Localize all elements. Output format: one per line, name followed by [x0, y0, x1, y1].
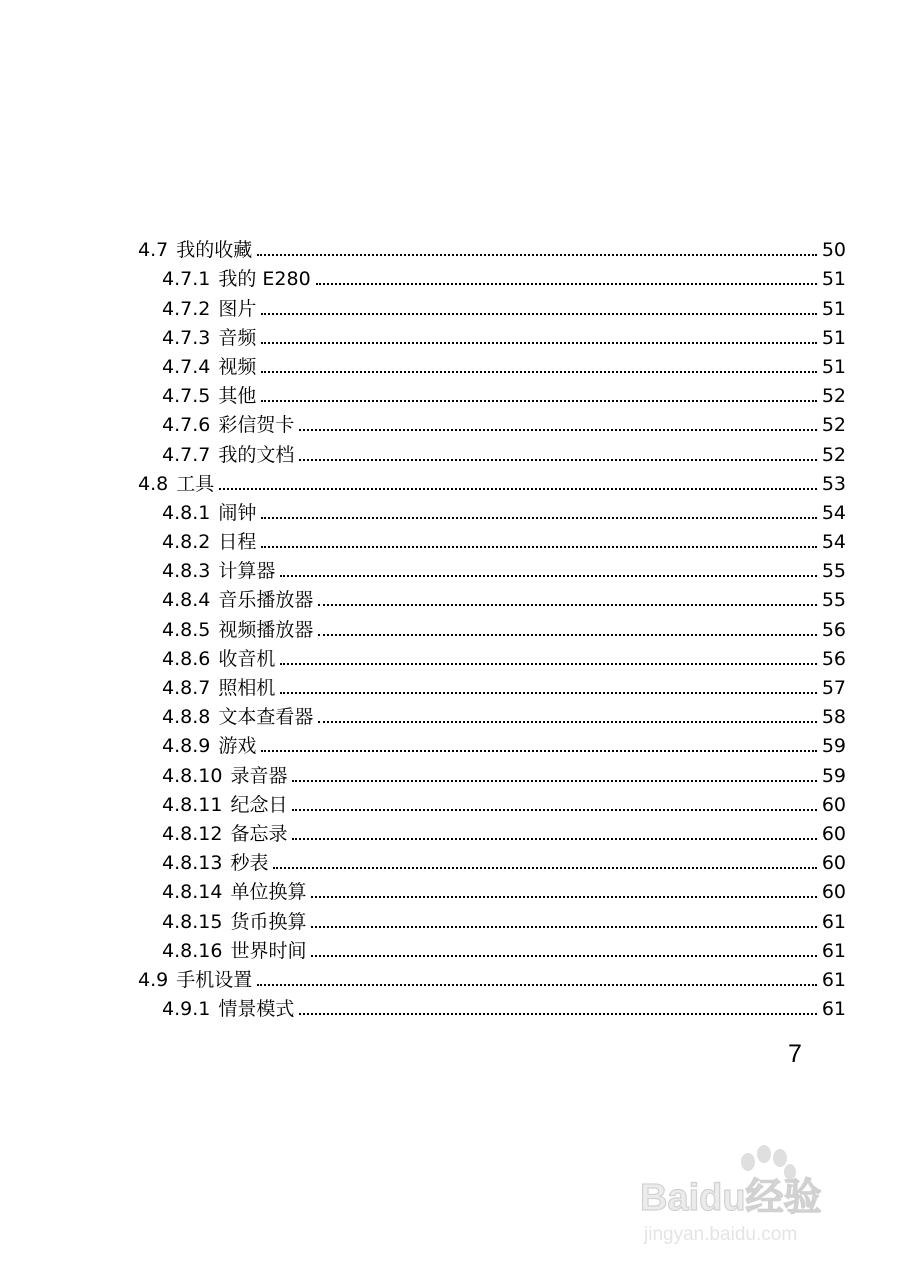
toc-entry [138, 845, 846, 874]
toc-entry-page: 58 [821, 706, 846, 729]
toc-entry [138, 903, 846, 932]
toc-dot-leader [219, 488, 817, 490]
toc-entry-title: 我的收藏 [176, 239, 253, 262]
toc-entry-page: 51 [821, 297, 846, 320]
toc-entry [138, 991, 846, 1020]
toc-entry-number: 4.7.4 [162, 355, 211, 378]
toc-entry [138, 611, 846, 640]
toc-entry-page: 61 [821, 939, 846, 962]
toc-entry [138, 728, 846, 757]
toc-entry-number: 4.7.2 [162, 297, 211, 320]
toc-entry-title: 纪念日 [230, 793, 288, 816]
toc-entry-number: 4.7.1 [162, 268, 211, 291]
toc-dot-leader [261, 517, 816, 519]
toc-dot-leader [280, 663, 816, 665]
toc-dot-leader [311, 955, 816, 957]
toc-dot-leader [292, 780, 816, 782]
toc-entry-title: 照相机 [218, 677, 276, 699]
toc-entry [138, 495, 846, 524]
toc-entry-number: 4.8.10 [162, 764, 223, 787]
toc-dot-leader [292, 838, 816, 840]
toc-entry-title: 文本查看器 [218, 706, 314, 729]
toc-dot-leader [292, 809, 816, 811]
toc-dot-leader [280, 575, 816, 577]
toc-entry [138, 320, 846, 349]
toc-dot-leader [318, 721, 816, 723]
toc-entry [138, 933, 846, 962]
toc-entry-title: 备忘录 [230, 822, 288, 845]
toc-dot-leader [299, 459, 816, 461]
toc-entry-page: 56 [821, 647, 846, 670]
toc-entry [138, 290, 846, 319]
toc-entry-number: 4.8.8 [162, 706, 211, 729]
toc-entry-title: 工具 [176, 472, 215, 495]
toc-entry-number: 4.8.1 [162, 501, 211, 524]
toc-dot-leader [273, 867, 816, 869]
table-of-contents [138, 232, 846, 1020]
toc-entry-page: 60 [821, 881, 846, 904]
toc-entry [138, 407, 846, 436]
toc-dot-leader [280, 692, 816, 694]
toc-entry-title: 其他 [218, 385, 257, 408]
toc-entry [138, 553, 846, 582]
toc-dot-leader [261, 313, 816, 315]
toc-entry [138, 641, 846, 670]
toc-entry-title: 图片 [218, 297, 257, 320]
toc-entry-number: 4.7.7 [162, 443, 211, 466]
toc-entry [138, 699, 846, 728]
toc-entry-page: 54 [821, 531, 846, 554]
toc-entry-page: 51 [821, 326, 846, 349]
toc-dot-leader [318, 634, 816, 636]
toc-entry-number: 4.8.13 [162, 852, 223, 875]
toc-entry-title: 货币换算 [230, 910, 307, 933]
toc-entry [138, 466, 846, 495]
toc-entry-title: 我的文档 [218, 443, 295, 466]
toc-dot-leader [257, 984, 817, 986]
toc-entry-page: 54 [821, 501, 846, 524]
toc-entry-number: 4.8.12 [162, 822, 223, 845]
toc-entry-page: 51 [821, 268, 846, 291]
toc-dot-leader [318, 604, 816, 606]
toc-entry-number: 4.8.4 [162, 589, 211, 612]
toc-entry-page: 59 [821, 764, 846, 787]
toc-entry-number: 4.8.5 [162, 618, 211, 641]
toc-entry-title: 闹钟 [218, 501, 257, 524]
toc-entry [138, 962, 846, 991]
toc-entry [138, 757, 846, 786]
toc-entry-page: 50 [821, 239, 846, 262]
toc-entry-number: 4.8.9 [162, 735, 211, 758]
toc-entry-page: 55 [821, 560, 846, 583]
baidu-jingyan-watermark [640, 1140, 860, 1250]
toc-entry-title: 我的 E280 [218, 268, 311, 291]
toc-entry [138, 874, 846, 903]
toc-entry-title: 视频 [218, 355, 257, 378]
watermark-brand: Baidu经验 [640, 1177, 822, 1219]
toc-dot-leader [261, 750, 816, 752]
toc-entry [138, 436, 846, 465]
toc-entry-number: 4.8 [138, 472, 169, 495]
watermark-url: jingyan.baidu.com [644, 1224, 798, 1245]
toc-entry-page: 60 [821, 793, 846, 816]
toc-entry-title: 手机设置 [176, 968, 253, 991]
toc-entry-page: 61 [821, 968, 846, 991]
toc-entry [138, 582, 846, 611]
toc-entry-number: 4.7.3 [162, 326, 211, 349]
toc-entry-title: 视频播放器 [218, 618, 314, 641]
toc-entry-page: 52 [821, 414, 846, 437]
toc-entry-number: 4.9.1 [162, 998, 211, 1021]
toc-entry-number: 4.7 [138, 239, 169, 262]
toc-entry [138, 787, 846, 816]
toc-entry-page: 56 [821, 618, 846, 641]
toc-entry-title: 情景模式 [218, 998, 295, 1021]
toc-entry-number: 4.7.5 [162, 385, 211, 408]
toc-entry-number: 4.8.14 [162, 881, 223, 904]
toc-entry-page: 51 [821, 355, 846, 378]
toc-entry-number: 4.9 [138, 968, 169, 991]
toc-entry-title: 秒表 [230, 852, 269, 875]
toc-entry-page: 53 [821, 472, 846, 495]
toc-entry [138, 670, 846, 699]
toc-dot-leader [261, 342, 816, 344]
toc-entry-title: 单位换算 [230, 881, 307, 904]
toc-entry-number: 4.8.11 [162, 793, 223, 816]
toc-entry-page: 52 [821, 385, 846, 408]
toc-entry-page: 59 [821, 735, 846, 758]
toc-entry [138, 232, 846, 261]
toc-dot-leader [299, 429, 816, 431]
toc-entry-page: 57 [821, 677, 846, 699]
toc-dot-leader [261, 400, 816, 402]
toc-entry-page: 55 [821, 589, 846, 612]
toc-entry [138, 378, 846, 407]
page-number: 7 [788, 1040, 802, 1068]
toc-dot-leader [261, 371, 816, 373]
toc-entry [138, 524, 846, 553]
toc-entry-title: 音乐播放器 [218, 589, 314, 612]
toc-entry-title: 收音机 [218, 647, 276, 670]
toc-dot-leader [311, 926, 816, 928]
toc-entry-page: 60 [821, 852, 846, 875]
toc-entry-title: 日程 [218, 531, 257, 554]
toc-entry-number: 4.8.16 [162, 939, 223, 962]
toc-entry-title: 计算器 [218, 560, 276, 583]
toc-dot-leader [299, 1013, 816, 1015]
toc-entry-number: 4.8.6 [162, 647, 211, 670]
toc-entry-title: 录音器 [230, 764, 288, 787]
toc-entry [138, 816, 846, 845]
toc-entry-title: 游戏 [218, 735, 257, 758]
toc-dot-leader [257, 254, 817, 256]
toc-entry-page: 61 [821, 910, 846, 933]
toc-entry [138, 349, 846, 378]
toc-entry-page: 60 [821, 822, 846, 845]
toc-entry-title: 彩信贺卡 [218, 414, 295, 437]
toc-entry-title: 音频 [218, 326, 257, 349]
toc-entry-page: 61 [821, 998, 846, 1021]
toc-entry [138, 261, 846, 290]
toc-entry-number: 4.8.7 [162, 677, 211, 699]
toc-entry-number: 4.7.6 [162, 414, 211, 437]
toc-entry-page: 52 [821, 443, 846, 466]
toc-entry-title: 世界时间 [230, 939, 307, 962]
toc-dot-leader [261, 546, 816, 548]
toc-entry-number: 4.8.2 [162, 531, 211, 554]
toc-entry-number: 4.8.15 [162, 910, 223, 933]
toc-dot-leader [316, 283, 817, 285]
toc-dot-leader [311, 896, 816, 898]
toc-entry-number: 4.8.3 [162, 560, 211, 583]
